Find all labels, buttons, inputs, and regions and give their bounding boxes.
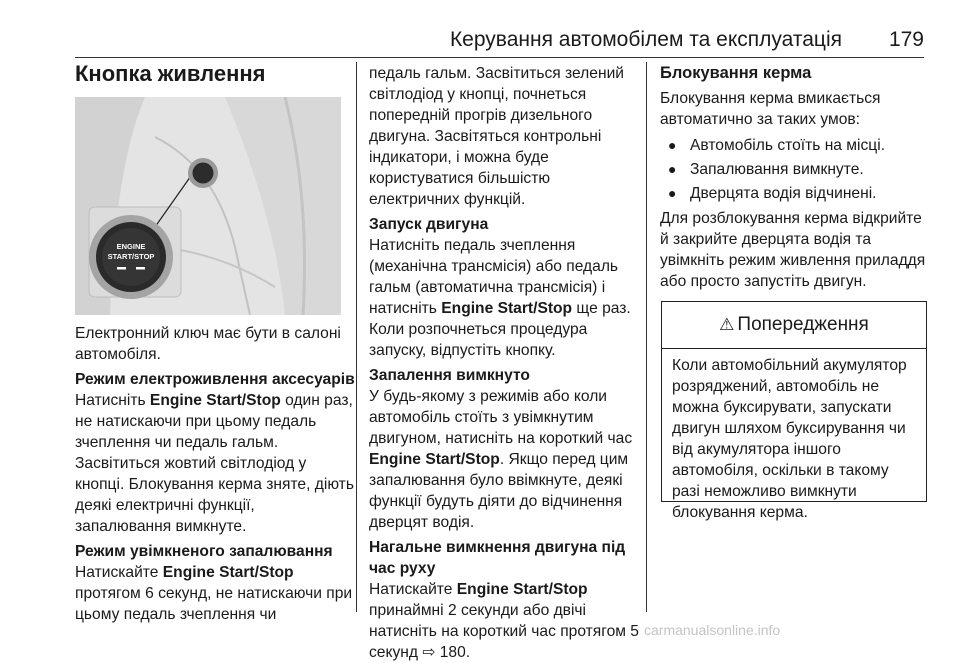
list-item: ● Запалювання вимкнуте. xyxy=(660,159,930,180)
ignition-on-paragraph xyxy=(75,562,355,625)
column-divider xyxy=(646,62,647,612)
steering-lock-conditions xyxy=(660,135,930,204)
text: принаймні 2 секунди або двічі натисніть на короткий час протягом 5 секунд xyxy=(369,602,639,661)
header-rule xyxy=(75,57,924,58)
header-title: Керування автомобілем та експлуатація xyxy=(449,28,842,51)
heading-emergency-shutoff: Нагальне вимкнення двигуна під час руху xyxy=(369,539,626,577)
emergency-shutoff-paragraph xyxy=(369,579,639,663)
button-name: Engine Start/Stop xyxy=(456,581,588,598)
heading-steering-lock: Блокування керма xyxy=(660,64,812,82)
warning-header xyxy=(662,302,926,349)
text: Натисніть педаль зчеплення (механічна трансмісія) або педаль гальм (автоматична трансмісія) і натисніть xyxy=(369,237,619,317)
section-title: Кнопка живлення xyxy=(75,61,266,86)
button-name: Engine Start/Stop xyxy=(441,300,573,317)
text: ще раз. Коли розпочнеться процедура запуску, відпустіть кнопку. xyxy=(369,300,631,359)
column-right xyxy=(660,63,930,292)
text: У будь-якому з режимів або коли автомобіль стоїть з увімкнутим двигуном, натисніть на короткий час xyxy=(369,388,633,447)
engine-start-paragraph xyxy=(369,235,639,361)
steering-lock-paragraph: Блокування керма вмикається автоматично за таких умов: xyxy=(660,90,881,128)
button-name: Engine Start/Stop xyxy=(149,392,281,409)
warning-triangle-icon: ⚠ xyxy=(719,315,735,334)
ignition-off-paragraph xyxy=(369,386,639,533)
warning-text: Коли автомобільний акумулятор розряджений, автомобіль не можна буксирувати, запускати двигун шляхом буксирування чи від акумулятора іншого автомобіля, оскільки в такому разі неможливо вимкнути блокування керма. xyxy=(672,357,907,521)
heading-ignition-off: Запалення вимкнуто xyxy=(369,367,530,384)
start-stop-label: START/STOP xyxy=(107,252,155,261)
text: Натискайте xyxy=(75,564,163,581)
page-header xyxy=(0,0,960,56)
list-item: ● Дверцята водія відчинені. xyxy=(660,183,930,204)
heading-accessory-mode: Режим електроживлення аксесуарів xyxy=(75,371,355,388)
dashboard-illustration xyxy=(75,97,341,315)
page-reference[interactable]: 180. xyxy=(435,644,471,661)
button-name: Engine Start/Stop xyxy=(162,564,294,581)
text: Натискайте xyxy=(369,581,457,598)
text: протягом 6 секунд, не натискаючи при цьому педаль зчеплення чи xyxy=(75,585,353,623)
steering-unlock-paragraph: Для розблокування керма відкрийте й закрийте дверцята водія та увімкніть режим живлення приладдя або просто запустіть двигун. xyxy=(660,210,926,290)
text: Натисніть xyxy=(75,392,150,409)
list-item: ● Автомобіль стоїть на місці. xyxy=(660,135,930,156)
heading-engine-start: Запуск двигуна xyxy=(369,216,489,233)
page-reference-arrow-icon: ⇨ xyxy=(422,644,436,661)
warning-title: Попередження xyxy=(737,314,869,335)
page-number: 179 xyxy=(888,28,924,51)
warning-box xyxy=(661,301,927,521)
text: . Якщо перед цим запалювання було ввімкнуте, деякі функції будуть діяти до відчинення дверцят водія. xyxy=(369,451,629,531)
accessory-mode-paragraph xyxy=(75,390,355,537)
intro-paragraph: Електронний ключ має бути в салоні автомобіля. xyxy=(75,325,341,363)
column-left xyxy=(75,323,355,625)
start-stop-button-figure xyxy=(75,97,341,315)
button-name: Engine Start/Stop xyxy=(369,451,500,468)
watermark: carmanualsonline.info xyxy=(644,622,781,638)
column-middle xyxy=(369,63,639,663)
ignition-on-continued: педаль гальм. Засвітиться зелений світлодіод у кнопці, почнеться попередній прогрів дизельного двигуна. Засвітяться контрольні індикатори, і можна буде користуватися більшістю електричних функцій. xyxy=(369,65,624,208)
engine-label: ENGINE xyxy=(116,242,146,251)
heading-ignition-on: Режим увімкненого запалювання xyxy=(75,543,333,560)
column-divider xyxy=(356,62,357,612)
text: один раз, не натискаючи при цьому педаль зчеплення чи педаль гальм. Засвітиться жовтий світлодіод у кнопці. Блокування керма зняте, діють деякі електричні функції, запалювання вимкнуте. xyxy=(75,392,354,535)
